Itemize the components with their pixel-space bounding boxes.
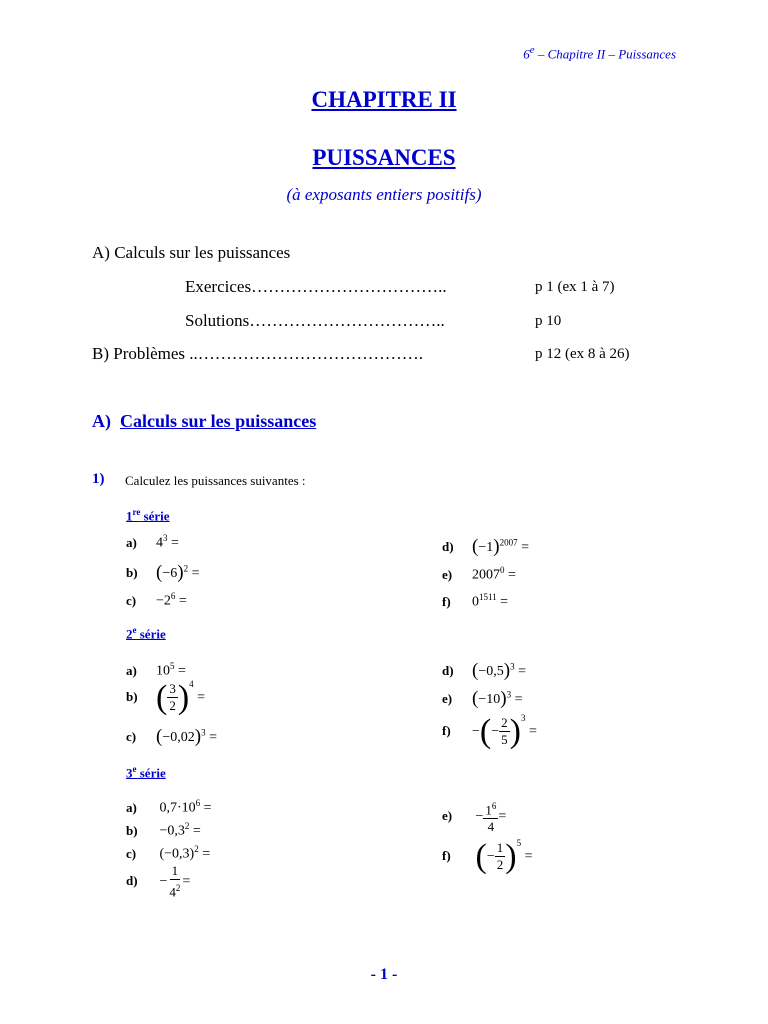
exercise-item: e) $2007^0$ = bbox=[442, 565, 516, 583]
exercise-item: $b) -0,3^2$ = bbox=[126, 821, 201, 839]
running-header: 6e – Chapitre II – Puissances bbox=[523, 44, 676, 62]
toc-item-solutions: Solutions…………………………….. bbox=[185, 311, 445, 330]
toc-item-exercices: Exercices…………………………….. bbox=[185, 277, 447, 296]
exercise-item: b) ( $\frac{3}{2}$ )$^4$ = bbox=[126, 678, 206, 716]
exercise-item: c) $(-0,3)^2$ = bbox=[126, 844, 211, 862]
chapter-title: CHAPITRE II bbox=[311, 87, 457, 112]
exercise-item: a) $10^5$ = bbox=[126, 661, 186, 679]
exercise-item: d) $(-0,5)^3$ = bbox=[442, 660, 526, 681]
page-title: PUISSANCES bbox=[312, 145, 456, 170]
exercise-item: f) (− $\frac{1}{2}$ )$^5$ = bbox=[442, 837, 533, 875]
section-heading: A) Calculs sur les puissances bbox=[92, 411, 317, 431]
exercise-item: a) $4^3$ = bbox=[126, 533, 179, 551]
exercise-item: d) $(-1)^{2007}$ = bbox=[442, 536, 529, 557]
exercise-item: d) − $\frac{1}{4^2}$ = bbox=[126, 863, 191, 900]
toc-item-a: A) Calculs sur les puissances bbox=[92, 243, 291, 262]
exercise-instruction: Calculez les puissances suivantes : bbox=[125, 473, 306, 488]
exercise-item: $c) -2^6$ = bbox=[126, 591, 187, 609]
exercise-item: e) − $\frac{1^6}{4}$ = bbox=[442, 798, 506, 835]
exercise-item: f) −(− $\frac{2}{5}$ )$^3$ = bbox=[442, 712, 537, 750]
exercise-item: b) $(-6)^2$ = bbox=[126, 562, 200, 583]
serie-heading: 1re série bbox=[126, 507, 170, 524]
exercise-number: 1) bbox=[92, 471, 105, 487]
exercise-item: e) $(-10)^3$ = bbox=[442, 688, 523, 709]
subtitle: (à exposants entiers positifs) bbox=[286, 185, 482, 204]
exercise-item: f) $0^{1511}$ = bbox=[442, 592, 509, 610]
toc-item-b: B) Problèmes ..…………………………………. bbox=[92, 344, 424, 363]
exercise-item: a) $0,7\cdot 10^6$ = bbox=[126, 798, 212, 816]
toc-page-solutions: p 10 bbox=[535, 313, 562, 329]
serie-heading: 2e série bbox=[126, 625, 166, 642]
toc-page-exercices: p 1 (ex 1 à 7) bbox=[535, 279, 615, 295]
toc-page-problemes: p 12 (ex 8 à 26) bbox=[535, 346, 630, 362]
page-number: - 1 - bbox=[370, 966, 398, 983]
serie-heading: 3e série bbox=[126, 764, 166, 781]
exercise-item: c) $(-0,02)^3$ = bbox=[126, 726, 217, 747]
